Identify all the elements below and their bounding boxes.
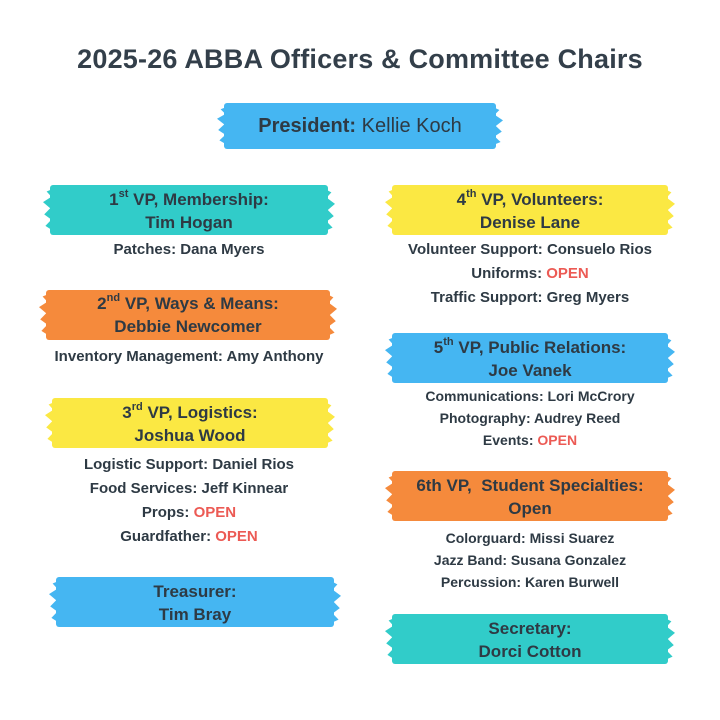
vp5-suffix: th (443, 336, 454, 349)
chair-name: Lori McCrory (547, 388, 635, 404)
vp2-heading (46, 292, 330, 338)
chair-name: Amy Anthony (226, 348, 324, 365)
vp6-chair (360, 571, 700, 593)
vp3-name: Joshua Wood (134, 426, 246, 445)
vp1-suffix: st (118, 188, 129, 201)
chair-label: Food Services: (89, 480, 198, 497)
vp4-role: VP, Volunteers: (476, 190, 604, 209)
vp2-role: VP, Ways & Means: (120, 294, 279, 313)
chair-label: Colorguard: (445, 530, 526, 546)
open-status: OPEN (193, 504, 237, 521)
vp5-chair (360, 407, 700, 429)
treasurer-name: Tim Bray (158, 605, 232, 624)
vp4-number: 4 (456, 190, 467, 209)
vp1-role: VP, Membership: (128, 190, 269, 209)
chair-name: Dana Myers (180, 241, 265, 258)
treasurer-heading (56, 580, 334, 626)
chair-label: Guardfather: (120, 528, 212, 545)
vp6-name: Open (508, 499, 552, 518)
vp4-chair (360, 238, 700, 262)
vp2-suffix: nd (106, 292, 121, 305)
open-status: OPEN (546, 265, 589, 282)
vp6-role: 6th VP, Student Specialties: (416, 476, 644, 495)
vp5-role: VP, Public Relations: (453, 338, 627, 357)
chair-label: Events: (482, 432, 534, 448)
chair-label: Patches: (113, 241, 177, 258)
chair-label: Traffic Support: (430, 289, 543, 306)
vp3-chair (0, 453, 378, 477)
chair-name: Missi Suarez (529, 530, 615, 546)
vp3-chair (0, 501, 378, 525)
vp4-chair (360, 262, 700, 286)
vp1-chair (0, 238, 378, 262)
chair-label: Communications: (425, 388, 544, 404)
chair-name: Consuelo Rios (546, 241, 652, 258)
secretary-name: Dorci Cotton (478, 642, 582, 661)
chair-name: Karen Burwell (524, 574, 620, 590)
chair-label: Inventory Management: (54, 348, 223, 365)
chair-label: Percussion: (440, 574, 522, 590)
president-label: President: (258, 115, 357, 137)
chair-label: Logistic Support: (83, 456, 209, 473)
vp5-chair (360, 385, 700, 407)
chair-label: Volunteer Support: (408, 241, 543, 258)
vp3-suffix: rd (131, 401, 143, 414)
vp1-number: 1 (109, 190, 119, 209)
chair-label: Jazz Band: (433, 552, 508, 568)
open-status: OPEN (537, 432, 578, 448)
vp4-suffix: th (466, 188, 477, 201)
vp2-number: 2 (97, 294, 107, 313)
vp5-name: Joe Vanek (488, 361, 572, 380)
vp5-number: 5 (433, 338, 444, 357)
chair-label: Props: (141, 504, 190, 521)
vp3-heading (52, 401, 328, 447)
vp3-chair (0, 525, 378, 549)
vp3-role: VP, Logistics: (142, 403, 258, 422)
chair-name: Greg Myers (546, 289, 630, 306)
chair-name: Audrey Reed (534, 410, 621, 426)
vp3-number: 3 (122, 403, 132, 422)
vp5-heading (392, 336, 668, 382)
vp1-heading (50, 188, 328, 234)
president-name: Kellie Koch (361, 115, 462, 137)
vp3-chair (0, 477, 378, 501)
chair-name: Jeff Kinnear (201, 480, 289, 497)
vp2-chair (0, 345, 378, 369)
chair-label: Uniforms: (471, 265, 543, 282)
president-heading (224, 113, 496, 139)
open-status: OPEN (215, 528, 258, 545)
secretary-role: Secretary: (488, 619, 572, 638)
secretary-heading (392, 617, 668, 663)
vp6-chair (360, 527, 700, 549)
treasurer-role: Treasurer: (153, 582, 237, 601)
chair-name: Susana Gonzalez (510, 552, 627, 568)
vp4-heading (392, 188, 668, 234)
vp6-chair (360, 549, 700, 571)
vp6-heading (392, 474, 668, 520)
vp2-name: Debbie Newcomer (114, 317, 262, 336)
page-title: 2025-26 ABBA Officers & Committee Chairs (77, 44, 643, 74)
vp1-name: Tim Hogan (145, 213, 233, 232)
vp5-chair (360, 429, 700, 451)
chair-name: Daniel Rios (212, 456, 294, 473)
vp4-name: Denise Lane (479, 213, 581, 232)
vp4-chair (360, 286, 700, 310)
chair-label: Photography: (439, 410, 531, 426)
